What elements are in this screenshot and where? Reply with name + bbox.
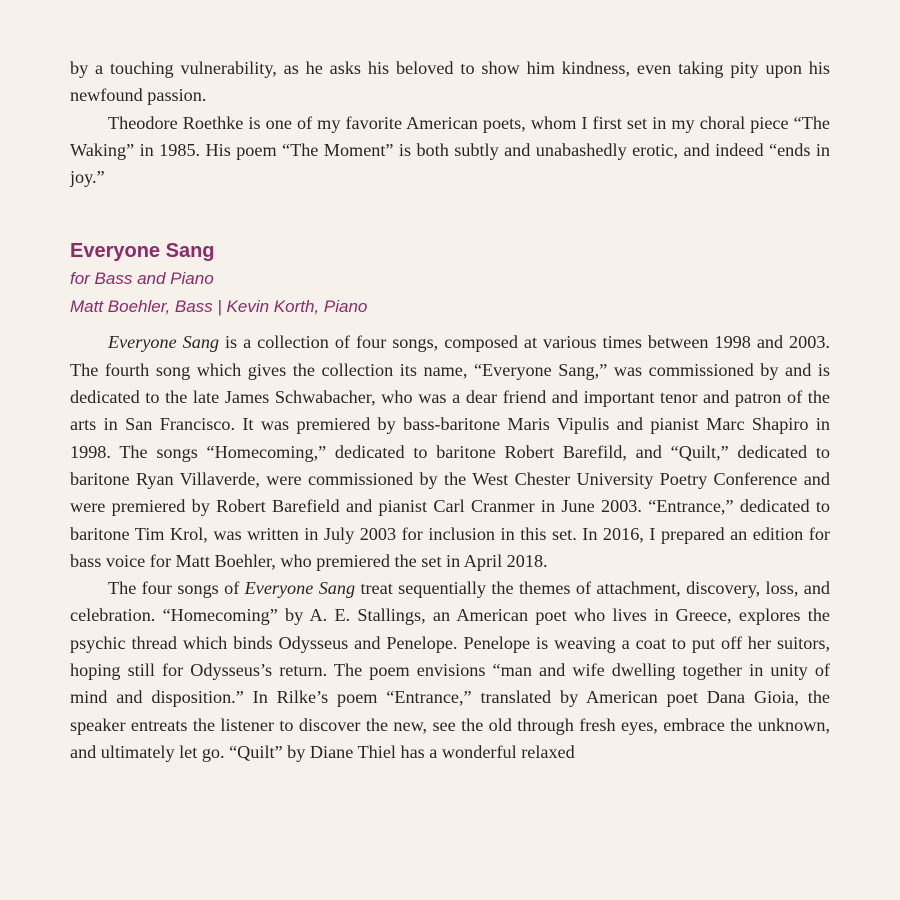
section-paragraph-2-text: treat sequentially the themes of attachment, discovery, loss, and celebration. “Homecoming” by A. E. Stallings, an American poet who lives in Greece, explores the psychic thread which binds Odysseus and Penelope. Penelope is weaving a coat to put off her suitors, hoping still for Odysseus’s return. The poem envisions “man and wife dwelling together in unity of mind and disposition.” In Rilke’s poem “Entrance,” translated by American poet Dana Gioia, the speaker entreats the listener to discover the new, see the old through fresh eyes, embrace the unknown, and ultimately let go. “Quilt” by Diane Thiel has a wonderful relaxed [70, 578, 830, 762]
section-paragraph-1 [70, 329, 830, 575]
work-title-italic: Everyone Sang [108, 332, 220, 353]
section-everyone-sang [70, 237, 830, 766]
section-paragraph-2 [70, 575, 830, 766]
section-subtitle: for Bass and Piano [70, 269, 214, 289]
section-body [70, 329, 830, 766]
section-performers: Matt Boehler, Bass | Kevin Korth, Piano [70, 297, 368, 317]
section-title: Everyone Sang [70, 240, 215, 263]
intro-paragraph-roethke: Theodore Roethke is one of my favorite American poets, whom I first set in my choral piece “The Waking” in 1985. His poem “The Moment” is both subtly and unabashedly erotic, and indeed “ends in joy.” [70, 112, 830, 188]
section-paragraph-2-start: The four songs of [108, 578, 245, 599]
section-paragraph-1-text: is a collection of four songs, composed at various times between 1998 and 2003. The fourth song which gives the collection its name, “Everyone Sang,” was commissioned by and is dedicated to the late James Schwabacher, who was a dear friend and important tenor and patron of the arts in San Francisco. It was premiered by bass-baritone Maris Vipulis and pianist Marc Shapiro in 1998. The songs “Homecoming,” dedicated to baritone Robert Barefild, and “Quilt,” dedicated to baritone Ryan Villaverde, were commissioned by the West Chester University Poetry Conference and were premiered by Robert Barefield and pianist Carl Cranmer in June 2003. “Entrance,” dedicated to baritone Tim Krol, was written in July 2003 for inclusion in this set. In 2016, I prepared an edition for bass voice for Matt Boehler, who premiered the set in April 2018. [70, 332, 830, 571]
document-page [70, 55, 830, 885]
intro-paragraph-continued: by a touching vulnerability, as he asks his beloved to show him kindness, even taking pity upon his newfound passion. [70, 58, 830, 106]
work-title-italic: Everyone Sang [244, 578, 356, 599]
